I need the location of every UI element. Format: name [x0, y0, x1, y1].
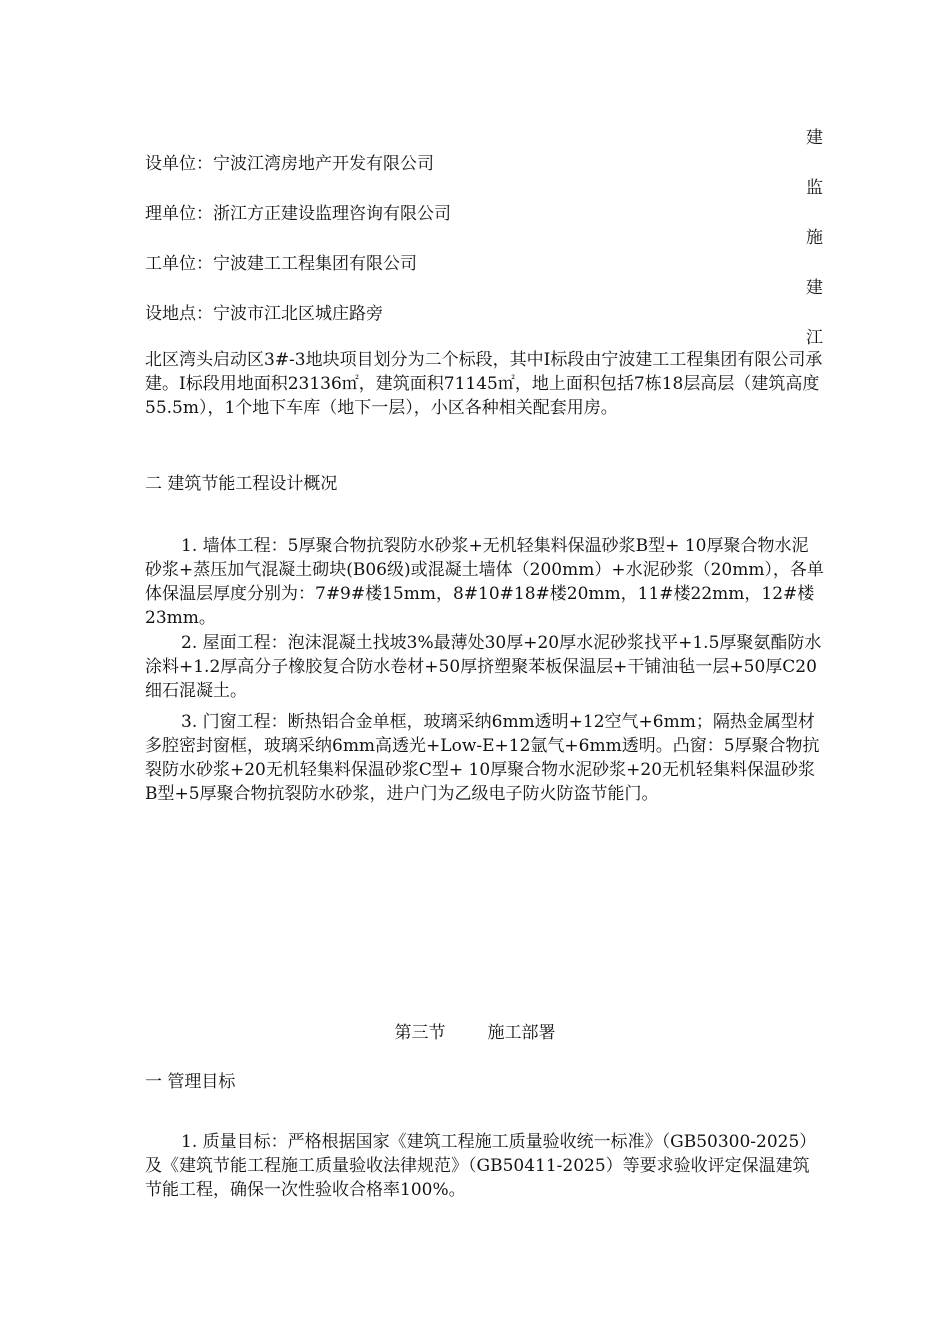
section-heading-design-overview: 二 建筑节能工程设计概况	[145, 474, 338, 494]
design-item-doors-windows: 3. 门窗工程：断热铝合金单框，玻璃采纳6mm透明+12空气+6mm；隔热金属型材多腔密封窗框，玻璃采纳6mm高透光+Low-E+12氩气+6mm透明。凸窗：5厚聚合物抗裂防水砂浆+20无机轻集料保温砂浆C型+ 10厚聚合物水泥砂浆+20无机轻集料保温砂浆B型+5厚聚合物抗裂防水砂浆，进户门为乙级电子防火防盗节能门。	[145, 712, 820, 804]
margin-char: 江	[806, 328, 823, 348]
section-title	[0, 1021, 950, 1045]
project-overview-paragraph: 北区湾头启动区3#-3地块项目划分为二个标段，其中Ⅰ标段由宁波建工工程集团有限公司承建。Ⅰ标段用地面积23136㎡，建筑面积71145㎡，地上面积包括7栋18层高层（建筑高度55.5m），1个地下车库（地下一层），小区各种相关配套用房。	[145, 350, 823, 418]
info-line-site-location: 设地点：宁波市江北区城庄路旁	[145, 304, 383, 324]
info-line-supervision-unit: 理单位：浙江方正建设监理咨询有限公司	[145, 204, 451, 224]
margin-char: 建	[806, 278, 823, 298]
sub-heading-management-goals: 一 管理目标	[145, 1072, 236, 1092]
margin-char: 施	[806, 228, 823, 248]
design-item-roof: 2. 屋面工程：泡沫混凝土找坡3%最薄处30厚+20厚水泥砂浆找平+1.5厚聚氨酯防水涂料+1.2厚高分子橡胶复合防水卷材+50厚挤塑聚苯板保温层+干铺油毡一层+50厚C20细石混凝土。	[145, 633, 822, 701]
design-item-wall: 1. 墙体工程：5厚聚合物抗裂防水砂浆+无机轻集料保温砂浆B型+ 10厚聚合物水泥砂浆+蒸压加气混凝土砌块(B06级)或混凝土墙体（200mm）+水泥砂浆（20mm），各单体保温层厚度分别为：7#9#楼15mm，8#10#18#楼20mm，11#楼22mm，12#楼23mm。	[145, 536, 824, 628]
section-title-text: 施工部署	[487, 1023, 556, 1043]
target-item-quality: 1. 质量目标：严格根据国家《建筑工程施工质量验收统一标准》（GB50300-2025）及《建筑节能工程施工质量验收法律规范》（GB50411-2025）等要求验收评定保温建筑节能工程，确保一次性验收合格率100%。	[145, 1132, 817, 1200]
section-title-number: 第三节	[394, 1023, 446, 1043]
margin-char: 建	[806, 128, 823, 148]
info-line-contractor-unit: 工单位：宁波建工工程集团有限公司	[145, 254, 417, 274]
margin-char: 监	[806, 178, 823, 198]
info-line-construction-unit: 设单位：宁波江湾房地产开发有限公司	[145, 154, 434, 174]
